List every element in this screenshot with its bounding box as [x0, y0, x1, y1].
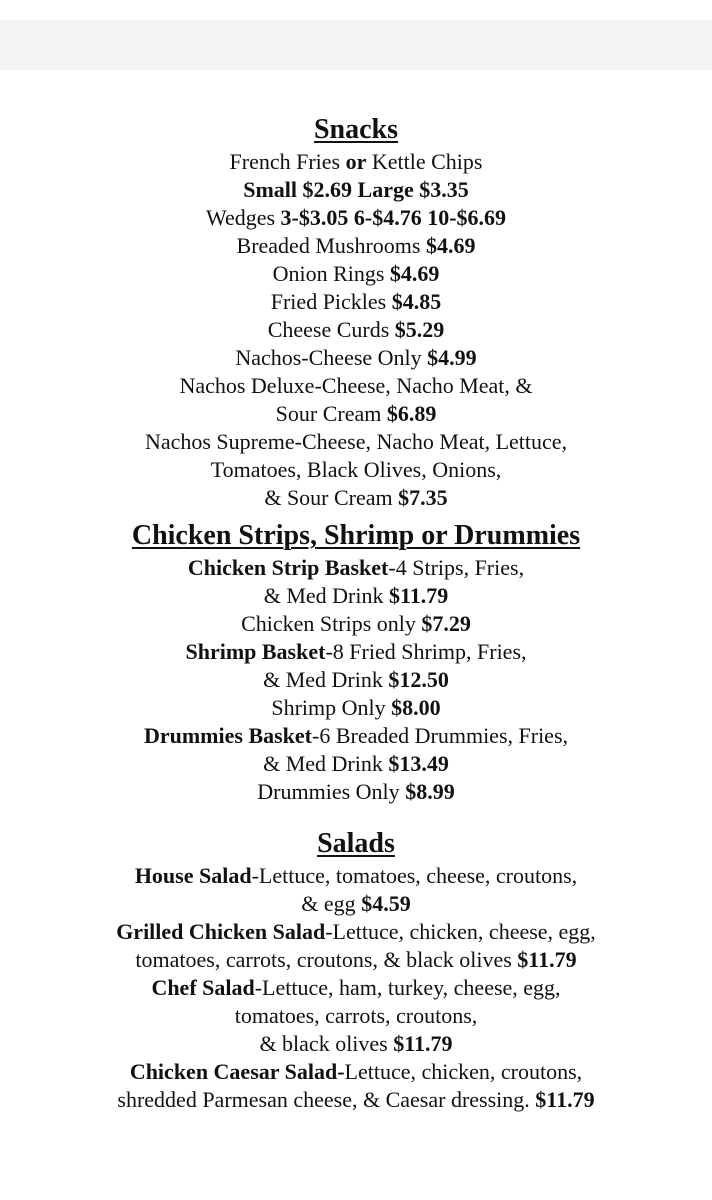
menu-item-caesar-salad: Chicken Caesar Salad-Lettuce, chicken, croutons,: [129, 1059, 583, 1084]
menu-item-fries-prices: Small $2.69 Large $3.35: [243, 177, 469, 202]
menu-item-drummies-basket: Drummies Basket-6 Breaded Drummies, Fries,: [143, 723, 569, 748]
menu-item-nachos-supreme-line1: Nachos Supreme-Cheese, Nacho Meat, Lettuce,: [144, 429, 568, 454]
menu-item-mushrooms: Breaded Mushrooms $4.69: [236, 233, 476, 258]
menu-item-grilled-chicken-salad: Grilled Chicken Salad-Lettuce, chicken, cheese, egg,: [116, 919, 596, 944]
menu-item-chef-salad-line2: tomatoes, carrots, croutons,: [234, 1003, 478, 1028]
menu-item-nachos-deluxe-line1: Nachos Deluxe-Cheese, Nacho Meat, &: [179, 373, 533, 398]
menu-item-nachos: Nachos-Cheese Only $4.99: [235, 345, 477, 370]
menu-item-cheese-curds: Cheese Curds $5.29: [267, 317, 445, 342]
chicken-section: [0, 518, 712, 806]
menu-item-strips-only: Chicken Strips only $7.29: [241, 611, 471, 636]
menu-item-shrimp-basket: Shrimp Basket-8 Fried Shrimp, Fries,: [185, 639, 527, 664]
menu-item-house-salad-line2: & egg $4.59: [301, 891, 411, 916]
menu-item-grilled-chicken-salad-line2: tomatoes, carrots, croutons, & black olives $11.79: [135, 947, 577, 972]
menu-item-onion-rings: Onion Rings $4.69: [272, 261, 440, 286]
menu-item-wedges: Wedges 3-$3.05 6-$4.76 10-$6.69: [205, 205, 507, 230]
section-title-chicken: Chicken Strips, Shrimp or Drummies: [131, 520, 581, 551]
top-bar: [0, 20, 712, 70]
menu-item-strip-basket: Chicken Strip Basket-4 Strips, Fries,: [187, 555, 525, 580]
menu-item-caesar-salad-line2: shredded Parmesan cheese, & Caesar dressing. $11.79: [117, 1087, 595, 1112]
menu-item-drummies-basket-line2: & Med Drink $13.49: [263, 751, 449, 776]
snacks-section: [0, 112, 712, 512]
menu-item-shrimp-basket-line2: & Med Drink $12.50: [263, 667, 449, 692]
menu-item-strip-basket-line2: & Med Drink $11.79: [263, 583, 449, 608]
menu-item-shrimp-only: Shrimp Only $8.00: [271, 695, 441, 720]
menu-item-chef-salad: Chef Salad-Lettuce, ham, turkey, cheese, egg,: [151, 975, 561, 1000]
salads-section: [0, 826, 712, 1114]
menu-page: [0, 112, 712, 1114]
menu-item-fried-pickles: Fried Pickles $4.85: [270, 289, 442, 314]
menu-item-drummies-only: Drummies Only $8.99: [257, 779, 455, 804]
menu-item-fries: French Fries or Kettle Chips: [229, 149, 483, 174]
menu-item-nachos-deluxe-line2: Sour Cream $6.89: [275, 401, 437, 426]
menu-item-nachos-supreme-line3: & Sour Cream $7.35: [264, 485, 448, 510]
menu-item-chef-salad-line3: & black olives $11.79: [259, 1031, 453, 1056]
section-title-snacks: Snacks: [313, 114, 399, 145]
menu-item-house-salad: House Salad-Lettuce, tomatoes, cheese, croutons,: [134, 863, 578, 888]
section-title-salads: Salads: [317, 828, 395, 859]
menu-item-nachos-supreme-line2: Tomatoes, Black Olives, Onions,: [210, 457, 502, 482]
